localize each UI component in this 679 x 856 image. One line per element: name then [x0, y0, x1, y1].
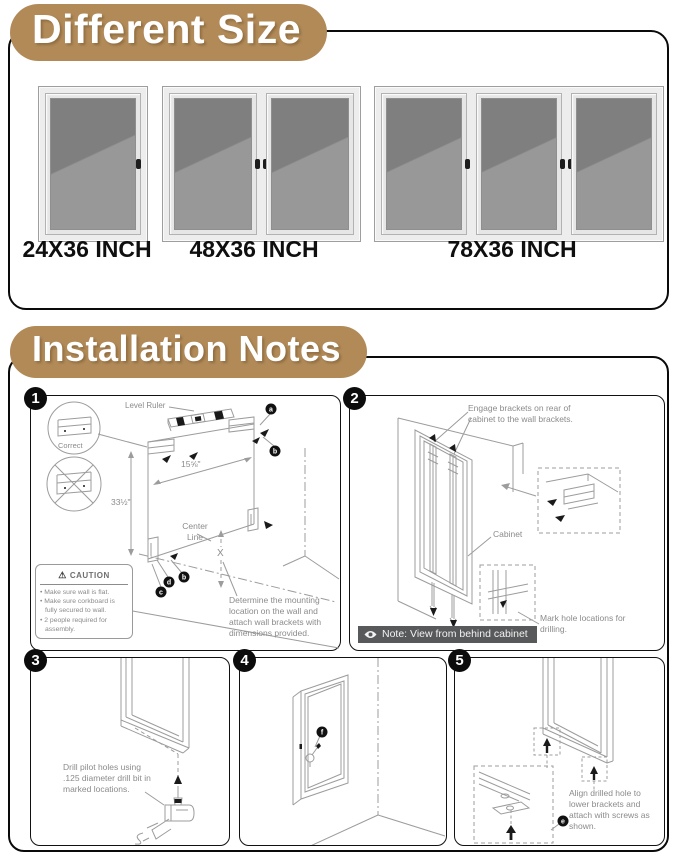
board-door — [169, 93, 257, 235]
installation-notes-box — [8, 356, 669, 852]
mark-holes-note: Mark hole locations for drilling. — [540, 613, 626, 635]
callout-b2: b — [181, 574, 187, 582]
door-divider — [562, 93, 571, 235]
different-size-banner — [10, 4, 327, 61]
caution-item: • 2 people required for assembly. — [40, 616, 107, 633]
different-size-title: Different Size — [32, 6, 301, 52]
eye-icon — [364, 630, 377, 639]
cork-surface — [481, 98, 557, 230]
step3-illustration — [31, 658, 229, 845]
installation-notes-title: Installation Notes — [32, 328, 342, 369]
step-number-badge: 5 — [448, 649, 471, 672]
board-size-label: 24X36 INCH — [22, 236, 152, 262]
cork-surface — [386, 98, 462, 230]
step-number-badge: 3 — [24, 649, 47, 672]
lock-icon — [465, 159, 470, 169]
center-line-label: Center — [182, 521, 208, 531]
door-divider — [467, 93, 476, 235]
height-dimension: 33½" — [111, 497, 131, 507]
caution-item: • Make sure wall is flat. — [40, 589, 110, 596]
step-number-badge: 2 — [343, 387, 366, 410]
caution-item: • Make sure corkboard is fully secured to wall. — [40, 598, 115, 615]
install-step-3 — [30, 652, 230, 846]
cork-surface — [174, 98, 252, 230]
drill-note: Drill pilot holes using .125 diameter drill bit in marked locations. — [63, 762, 151, 795]
callout-d: d — [166, 579, 172, 587]
install-step-4 — [239, 652, 447, 846]
align-note: Align drilled hole to lower brackets and attach with screws as shown. — [569, 788, 650, 832]
board-door — [45, 93, 141, 235]
board-door — [571, 93, 657, 235]
installation-notes-banner — [10, 326, 367, 378]
lock-icon — [560, 159, 565, 169]
callout-e: e — [561, 818, 565, 826]
board-size-label: 78X36 INCH — [447, 236, 577, 262]
view-note-bar — [358, 626, 537, 643]
callout-c: c — [159, 589, 163, 597]
caution-title: CAUTION — [69, 571, 110, 580]
install-step-2 — [349, 390, 665, 651]
correct-label: Correct — [58, 441, 83, 450]
width-dimension: 15⅝" — [181, 459, 201, 469]
engage-brackets-note: Engage brackets on rear of cabinet to the wall brackets. — [468, 403, 573, 425]
view-note-text: Note: View from behind cabinet — [382, 628, 528, 640]
callout-f: f — [320, 729, 324, 737]
door-divider — [257, 93, 266, 235]
step-number-badge: 1 — [24, 387, 47, 410]
step-number-badge: 4 — [233, 649, 256, 672]
warning-icon: ⚠ — [58, 570, 67, 580]
board-24x36 — [38, 86, 148, 242]
step4-illustration — [240, 658, 446, 845]
step1-note: Determine the mounting location on the wall and attach wall brackets with dimensions provided. — [229, 595, 322, 639]
board-door — [381, 93, 467, 235]
lock-icon — [136, 159, 141, 169]
level-ruler-label: Level Ruler — [125, 401, 166, 410]
callout-b: b — [272, 448, 278, 456]
center-line-label2: Line — [186, 532, 204, 543]
cork-surface — [576, 98, 652, 230]
board-door — [476, 93, 562, 235]
board-48x36 — [162, 86, 361, 242]
caution-box — [35, 564, 133, 639]
cabinet-label: Cabinet — [493, 529, 523, 539]
board-door — [266, 93, 354, 235]
x-dimension-label: X — [217, 548, 224, 559]
cork-surface — [271, 98, 349, 230]
cork-surface — [50, 98, 136, 230]
different-size-box — [8, 30, 669, 310]
board-78x36 — [374, 86, 664, 242]
step2-illustration — [350, 396, 664, 650]
callout-a: a — [269, 406, 273, 414]
lock-icon — [255, 159, 260, 169]
install-step-5 — [454, 652, 665, 846]
install-step-1 — [30, 390, 341, 651]
board-size-label: 48X36 INCH — [189, 236, 319, 262]
